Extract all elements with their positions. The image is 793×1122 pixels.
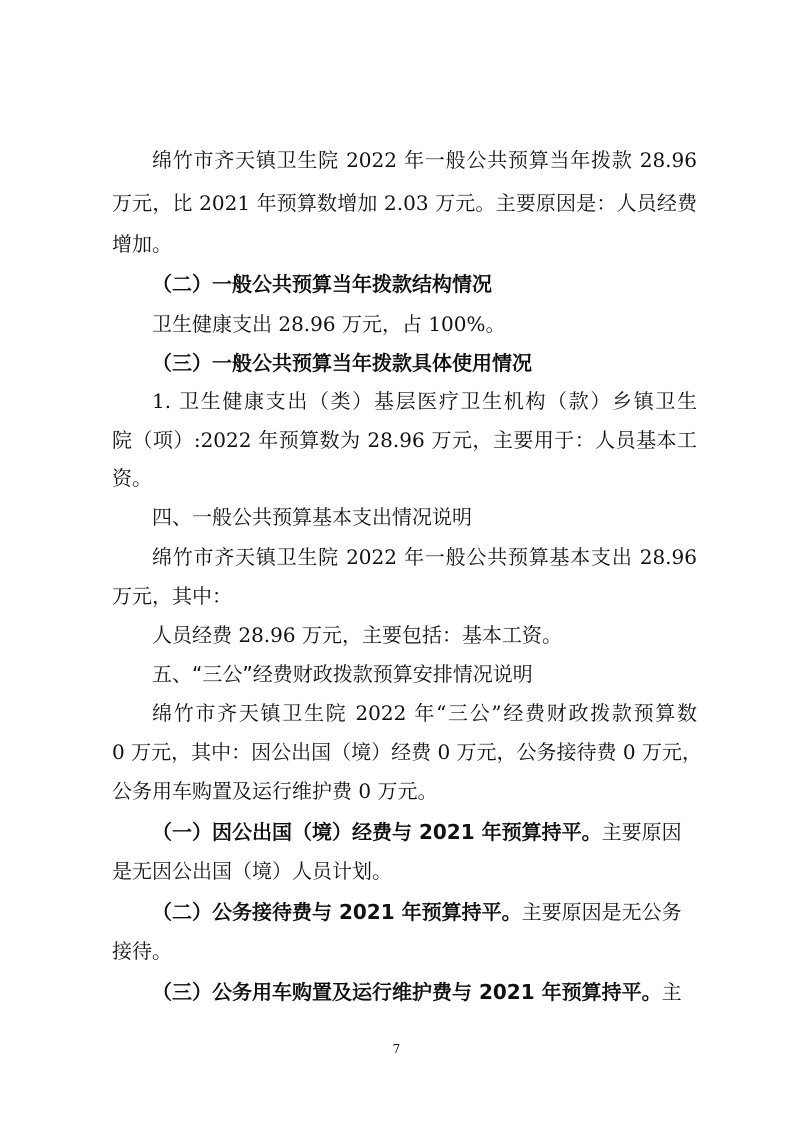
paragraph-line: 卫生健康支出 28.96 万元，占 100%。: [152, 312, 506, 336]
paragraph-line: 万元，其中：: [112, 584, 232, 608]
section-heading: 五、“三公”经费财政拨款预算安排情况说明: [152, 662, 533, 686]
paragraph-line: 增加。: [112, 232, 172, 256]
paragraph-line: [152, 818, 697, 846]
paragraph-line: 0 万元，其中：因公出国（境）经费 0 万元，公务接待费 0 万元，: [112, 740, 702, 764]
paragraph-line: 绵竹市齐天镇卫生院 2022 年一般公共预算基本支出 28.96: [152, 545, 697, 569]
paragraph-line: 1. 卫生健康支出（类）基层医疗卫生机构（款）乡镇卫生: [152, 389, 697, 413]
paragraph-line: 接待。: [112, 939, 172, 963]
paragraph-line: 万元，比 2021 年预算数增加 2.03 万元。主要原因是：人员经费: [112, 191, 697, 215]
paragraph-line: 人员经费 28.96 万元，主要包括：基本工资。: [152, 623, 562, 647]
paragraph-line: [152, 978, 697, 1006]
section-heading: （二）一般公共预算当年拨款结构情况: [152, 272, 492, 296]
paragraph-line: 绵竹市齐天镇卫生院 2022 年一般公共预算当年拨款 28.96: [152, 148, 697, 172]
paragraph-line: 绵竹市齐天镇卫生院 2022 年“三公”经费财政拨款预算数: [152, 701, 697, 725]
paragraph-text: 主要原因是无公务: [521, 900, 682, 924]
paragraph-line: [152, 898, 697, 926]
paragraph-text: 主: [661, 980, 682, 1004]
section-heading: （三）一般公共预算当年拨款具体使用情况: [152, 351, 532, 375]
paragraph-line: 资。: [112, 466, 152, 490]
bold-lead: （二）公务接待费与 2021 年预算持平。: [152, 900, 522, 924]
paragraph-line: 院（项）:2022 年预算数为 28.96 万元，主要用于：人员基本工: [112, 428, 697, 452]
paragraph-line: 是无因公出国（境）人员计划。: [112, 859, 392, 883]
bold-lead: （三）公务用车购置及运行维护费与 2021 年预算持平。: [152, 980, 662, 1004]
bold-lead: （一）因公出国（境）经费与 2021 年预算持平。: [152, 820, 602, 844]
page-number: 7: [392, 1042, 401, 1056]
paragraph-text: 主要原因: [601, 820, 682, 844]
paragraph-line: 公务用车购置及运行维护费 0 万元。: [112, 779, 438, 803]
section-heading: 四、一般公共预算基本支出情况说明: [152, 505, 472, 529]
